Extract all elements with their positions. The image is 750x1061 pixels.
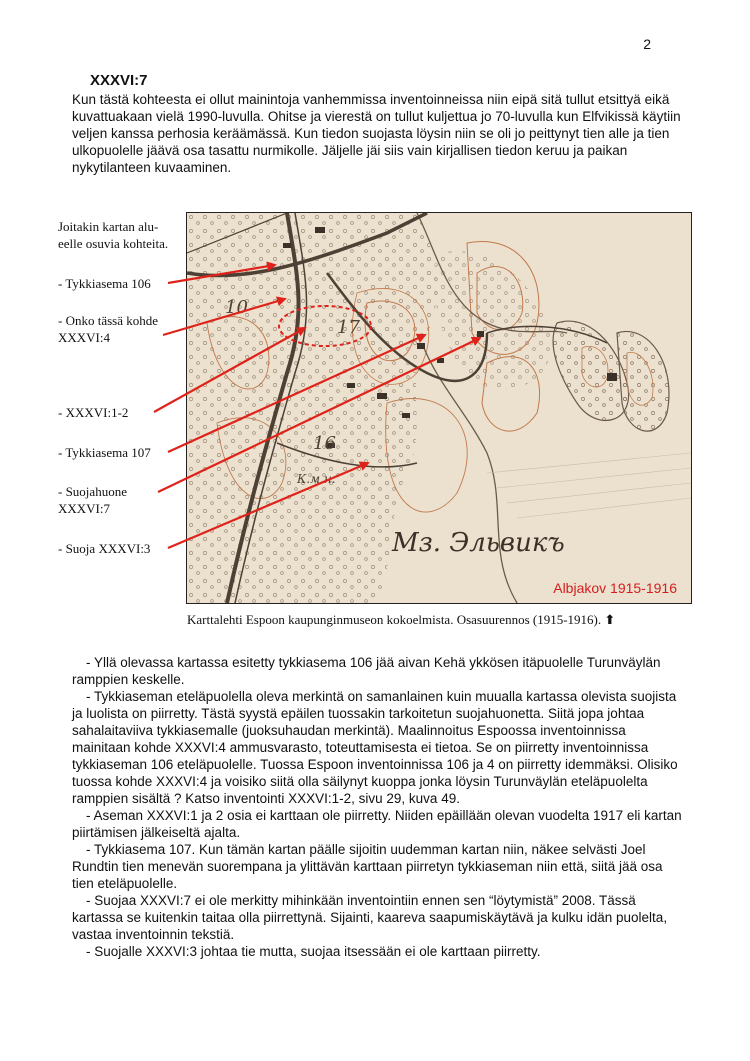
body-text bbox=[72, 654, 684, 960]
section-heading: XXXVI:7 bbox=[90, 72, 148, 89]
body-paragraph: - Aseman XXXVI:1 ja 2 osia ei karttaan ole piirretty. Niiden epäillään olevan vuodelta 1917 eli kartan piirtämisen jälkeiseltä ajalta. bbox=[72, 808, 682, 840]
map-stamp: Albjakov 1915-1916 bbox=[553, 580, 677, 596]
map-area-number: 17 bbox=[337, 317, 360, 338]
map-area-number: 16 bbox=[313, 433, 336, 454]
label-tykkiasema-107: - Tykkiasema 107 bbox=[58, 445, 151, 460]
intro-paragraph: Kun tästä kohteesta ei ollut mainintoja vanhemmissa inventoinneissa niin eipä sitä tullut etsittyä eikä kuvattuakaan vielä 1990-luvulla. Ohitse ja vierestä on tullut kuljettua jo 70-luvulla kun Elfvikissä käytiin veljen kanssa perhosia keräämässä. Kun tiedon suojasta löysin niin se oli jo peittynyt tien alle ja tien ulkopuolelle jäävä osa tasattu nurmikolle. Jäljelle jäi siis vain kirjallisen tiedon keruu ja paikan nykytilanteen kuvaaminen. bbox=[72, 92, 681, 175]
map-area-number: 10 bbox=[225, 297, 248, 318]
map-road-label: К.м.н. bbox=[297, 472, 336, 486]
label-suoja: - Suoja XXXVI:3 bbox=[58, 541, 151, 556]
up-arrow-icon: ⬆ bbox=[604, 613, 616, 628]
label-suojahuone: - Suojahuone XXXVI:7 bbox=[58, 484, 127, 516]
label-xxxvi-1-2: - XXXVI:1-2 bbox=[58, 405, 129, 420]
map-place-name: Мз. Эльвикъ bbox=[392, 528, 565, 558]
body-paragraph: - Suojalle XXXVI:3 johtaa tie mutta, suojaa itsessään ei ole karttaan piirretty. bbox=[86, 944, 541, 959]
body-paragraph: - Yllä olevassa kartassa esitetty tykkiasema 106 jää aivan Kehä ykkösen itäpuolelle Turunväylän ramppien keskelle. bbox=[72, 655, 661, 687]
body-paragraph: - Suojaa XXXVI:7 ei ole merkitty mihinkään inventointiin ennen sen “löytymistä” 2008. Tässä kartassa se kuitenkin taitaa olla piirrettynä. Sijainti, kaareva saapumiskäytävä ja kulku idän puolelta, vastaa inventoinnin tekstiä. bbox=[72, 893, 668, 942]
map-labels-intro: Joitakin kartan alu- eelle osuvia kohteita. bbox=[58, 219, 169, 251]
map-drawing bbox=[187, 213, 691, 603]
body-paragraph: - Tykkiasema 107. Kun tämän kartan päälle sijoitin uudemman kartan niin, näkee selvästi Joel Rundtin tien menevän suorempana ja ylittävän karttaan piirretyn tykkiaseman niin että, siitä jää osa tien eteläpuolelle. bbox=[72, 842, 663, 891]
label-tykkiasema-106: - Tykkiasema 106 bbox=[58, 276, 151, 291]
body-paragraph: - Tykkiaseman eteläpuolella oleva merkintä on samanlainen kuin muualla kartassa olevista suojista ja luolista on piirretty. Tästä syystä epäilen tuossakin tarkoitetun suojahuonetta. Siitä jopa johtaa sahalaitaviiva tykkiasemalle (juoksuhaudan merkintä). Maalinnoitus Espoossa inventoinnissa mainitaan kohde XXXVI:4 ammusvarasto, toteuttamisesta ei tietoa. Se on piirretty inventoinnissa tykkiaseman 106 eteläpuolelle. Tuossa Espoon inventoinnissa 106 ja 4 on piirretty idemmäksi. Olisiko tuossa kohde XXXVI:4 ja voisiko siitä olla säilynyt kuoppa jonka löysin Turunväylän eteläpuolelta ramppien sisältä ? Katso inventointi XXXVI:1-2, sivu 29, kuva 49. bbox=[72, 689, 678, 806]
map-caption bbox=[187, 612, 615, 628]
page-number: 2 bbox=[643, 36, 651, 52]
caption-text: Karttalehti Espoon kaupunginmuseon kokoelmista. Osasuurennos (1915-1916). bbox=[187, 612, 602, 627]
label-onko-kohde: - Onko tässä kohde XXXVI:4 bbox=[58, 313, 159, 345]
historical-map bbox=[186, 212, 692, 604]
